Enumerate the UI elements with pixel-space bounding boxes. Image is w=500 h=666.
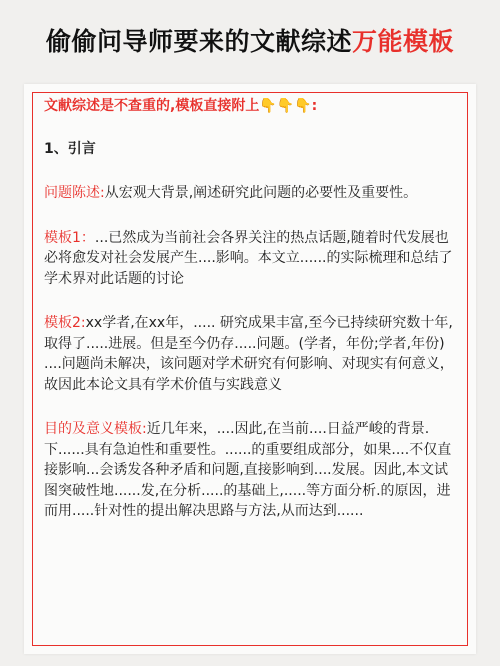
page-title: [0, 22, 500, 58]
section-heading: 1、引言: [44, 140, 96, 157]
paragraph-label: 模板2:: [44, 315, 86, 331]
paragraph-purpose: [44, 419, 460, 522]
paragraph-label: 模板1：: [44, 229, 95, 246]
paragraph-template-2: [44, 313, 460, 395]
title-main: 偷偷问导师要来的文献综述: [45, 27, 352, 56]
title-accent: 万能模板: [352, 27, 455, 56]
card-content: [44, 96, 460, 522]
paragraph-problem-statement: [44, 183, 460, 204]
template-card: [24, 84, 476, 654]
paragraph-label: 目的及意义模板:: [44, 421, 147, 437]
paragraph-label: 问题陈述:: [44, 185, 105, 201]
paragraph-text: xx学者,在xx年，..... 研究成果丰富,至今已持续研究数十年,取得了.....进展。但是至今仍存.....问题。(学者，年份;学者,年份) ....问题尚未解决，该问题对学术研究有何影响、对现实有何意义，故因此本论文具有学术价值与实践意义: [44, 315, 454, 393]
paragraph-text: 近几年来，....因此,在当前....日益严峻的背景.下......具有急迫性和重要性。......的重要组成部分，如果....不仅直接影响...会诱发各种矛盾和问题,直接影响到....发展。因此,本文试图突破性地......发,在分析.....的基础上,.....等方面分析.的原因，进而用.....针对性的提出解决思路与方法,从而达到......: [44, 421, 452, 519]
intro-text: 文献综述是不查重的,模板直接附上👇👇👇:: [44, 98, 318, 114]
paragraph-text: ...已然成为当前社会各界关注的热点话题,随着时代发展也必将愈发对社会发展产生....影响。本文立......的实际梳理和总结了学术界对此话题的讨论: [44, 229, 453, 287]
paragraph-template-1: [44, 228, 460, 290]
paragraph-text: 从宏观大背景,阐述研究此问题的必要性及重要性。: [104, 185, 418, 201]
